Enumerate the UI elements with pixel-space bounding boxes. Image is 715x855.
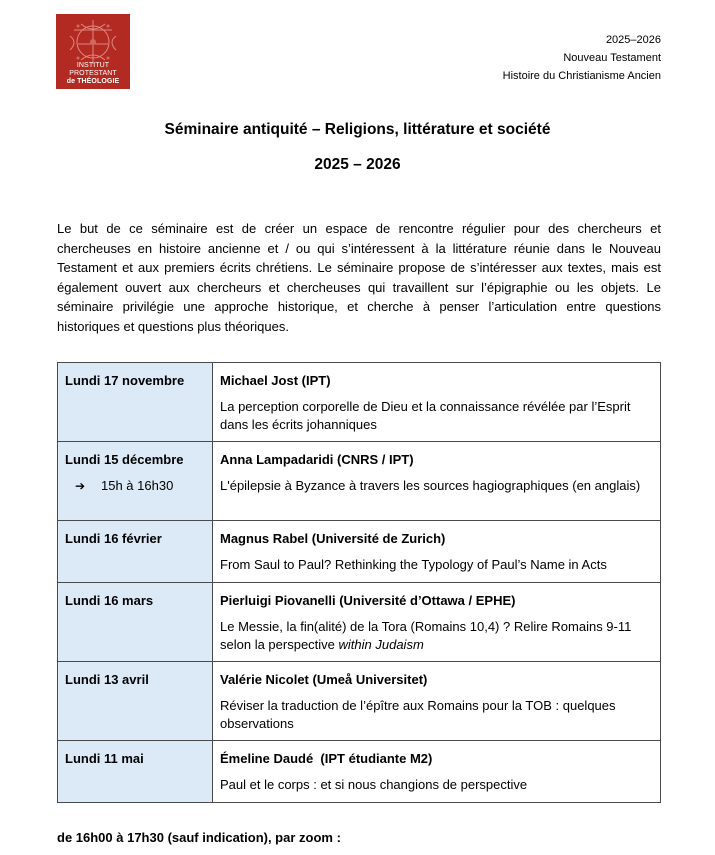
session-date-cell: [58, 442, 213, 521]
talk-title: Le Messie, la fin(alité) de la Tora (Romains 10,4) ? Relire Romains 9-11 selon la perspective within Judaism: [220, 619, 632, 652]
speaker-name: Magnus Rabel (Université de Zurich): [220, 531, 446, 546]
session-details: [213, 521, 661, 583]
institute-logo: [56, 14, 130, 89]
talk-title: Réviser la traduction de l’épître aux Romains pour la TOB : quelques observations: [220, 698, 616, 731]
speaker-name: Pierluigi Piovanelli (Université d’Ottawa / EPHE): [220, 593, 516, 608]
session-details: [213, 363, 661, 442]
talk-title: L'épilepsie à Byzance à travers les sources hagiographiques (en anglais): [220, 478, 641, 493]
talk-title-emphasis: within Judaism: [338, 637, 424, 652]
session-time: ➔ 15h à 16h30: [75, 478, 174, 493]
header-year: 2025–2026: [605, 34, 661, 46]
session-date: Lundi 16 mars: [58, 583, 213, 662]
schedule-row: [58, 442, 661, 521]
schedule-row: [58, 363, 661, 442]
header-department: Nouveau Testament: [563, 52, 661, 64]
talk-title: Paul et le corps : et si nous changions de perspective: [220, 777, 528, 792]
session-date: Lundi 13 avril: [58, 662, 213, 741]
speaker-name: Émeline Daudé (IPT étudiante M2): [220, 751, 433, 766]
talk-title: La perception corporelle de Dieu et la connaissance révélée par l’Esprit dans les écrits johanniques: [220, 399, 631, 432]
header-info: [503, 31, 661, 85]
session-date: Lundi 16 février: [58, 521, 213, 583]
meeting-info: de 16h00 à 17h30 (sauf indication), par zoom :: [57, 830, 341, 845]
schedule-row: [58, 521, 661, 583]
session-date: Lundi 11 mai: [58, 741, 213, 803]
speaker-name: Anna Lampadaridi (CNRS / IPT): [220, 452, 414, 467]
speaker-name: Michael Jost (IPT): [220, 373, 331, 388]
speaker-name: Valérie Nicolet (Umeå Universitet): [220, 672, 428, 687]
logo-wordmark: INSTITUT PROTESTANT de THÉOLOGIE: [66, 62, 120, 85]
schedule-row: [58, 583, 661, 662]
talk-title: From Saul to Paul? Rethinking the Typology of Paul’s Name in Acts: [220, 557, 607, 572]
seminar-year: 2025 – 2026: [314, 156, 401, 173]
seminar-title: Séminaire antiquité – Religions, littérature et société: [164, 121, 551, 138]
schedule-row: [58, 662, 661, 741]
schedule-table: [57, 362, 661, 803]
session-details: [213, 442, 661, 521]
intro-paragraph: Le but de ce séminaire est de créer un espace de rencontre régulier pour des chercheurs et chercheuses en histoire ancienne et / ou qui s’intéressent à la littérature réunie dans le Nouveau Testament et aux premiers écrits chrétiens. Le séminaire propose de s’intéresser aux textes, mais est également ouvert aux chercheurs et chercheuses qui travaillent sur l’épigraphie ou les objets. Le séminaire privilégie une approche historique, et cherche à penser l’articulation entre questions historiques et questions plus théoriques.: [57, 221, 661, 334]
arrow-right-icon: ➔: [75, 479, 86, 493]
session-date: Lundi 17 novembre: [58, 363, 213, 442]
session-details: [213, 741, 661, 803]
session-date: Lundi 15 décembre: [65, 452, 184, 467]
session-details: [213, 662, 661, 741]
schedule-row: [58, 741, 661, 803]
header-field: Histoire du Christianisme Ancien: [502, 70, 661, 82]
session-details: [213, 583, 661, 662]
